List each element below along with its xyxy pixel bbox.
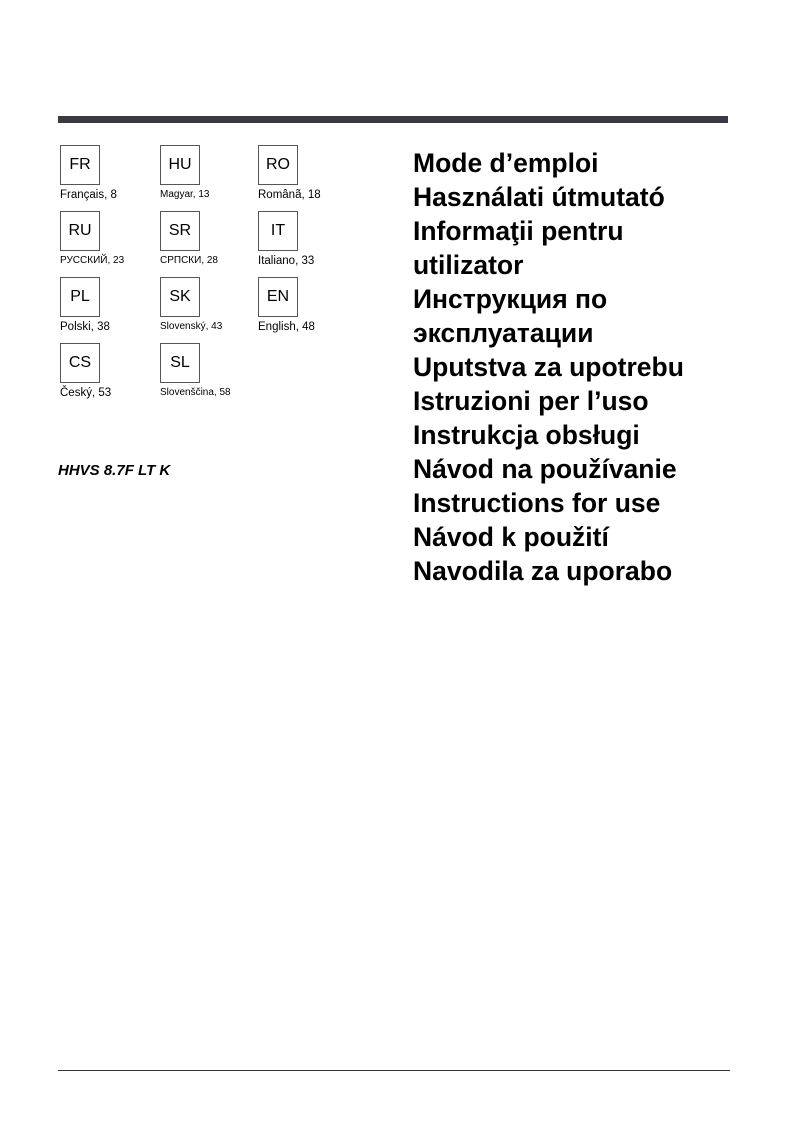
manual-title-line: эксплуатации — [413, 318, 594, 348]
manual-title-line: Instructions for use — [413, 488, 661, 518]
language-code-box: SL — [160, 343, 200, 383]
language-page-label: Český, 53 — [60, 387, 112, 399]
language-entry-en[interactable] — [258, 277, 368, 333]
language-code-box: IT — [258, 211, 298, 251]
manual-title-line: Informaţii pentru — [413, 216, 624, 246]
language-page-label: English, 48 — [258, 321, 315, 333]
language-page-label: Slovenščina, 58 — [160, 387, 231, 398]
language-code-box: FR — [60, 145, 100, 185]
language-entry-ro[interactable] — [258, 145, 368, 201]
language-code-box: RU — [60, 211, 100, 251]
language-entry-ru[interactable] — [60, 211, 170, 266]
language-page-label: Français, 8 — [60, 189, 117, 201]
language-page-label: Românã, 18 — [258, 189, 321, 201]
language-entry-sk[interactable] — [160, 277, 270, 332]
top-divider — [58, 116, 728, 123]
language-page-label: Slovenský, 43 — [160, 321, 223, 332]
language-code-box: HU — [160, 145, 200, 185]
model-number: HHVS 8.7F LT K — [58, 462, 171, 479]
language-code-box: EN — [258, 277, 298, 317]
manual-title-line: Návod na používanie — [413, 454, 677, 484]
manual-title-line: Инструкция по — [413, 284, 608, 314]
bottom-divider — [58, 1070, 730, 1071]
language-page-label: Polski, 38 — [60, 321, 110, 333]
manual-titles — [413, 146, 684, 588]
language-page-label: СРПСКИ, 28 — [160, 255, 218, 266]
language-code-box: CS — [60, 343, 100, 383]
language-entry-pl[interactable] — [60, 277, 170, 333]
manual-title-line: Návod k použití — [413, 522, 609, 552]
language-entry-cs[interactable] — [60, 343, 170, 399]
manual-title-line: Mode d’emploi — [413, 148, 599, 178]
language-code-box: SR — [160, 211, 200, 251]
language-code-box: RO — [258, 145, 298, 185]
language-page-label: РУССКИЙ, 23 — [60, 255, 125, 266]
language-entry-it[interactable] — [258, 211, 368, 267]
manual-title-line: Navodila za uporabo — [413, 556, 673, 586]
manual-title-line: Istruzioni per l’uso — [413, 386, 649, 416]
language-entry-fr[interactable] — [60, 145, 170, 201]
manual-title-line: utilizator — [413, 250, 524, 280]
language-entry-sl[interactable] — [160, 343, 270, 398]
manual-title-line: Uputstva za upotrebu — [413, 352, 684, 382]
language-entry-hu[interactable] — [160, 145, 270, 200]
language-code-box: SK — [160, 277, 200, 317]
language-page-label: Magyar, 13 — [160, 189, 210, 200]
manual-title-line: Használati útmutató — [413, 182, 665, 212]
language-page-label: Italiano, 33 — [258, 255, 315, 267]
language-code-box: PL — [60, 277, 100, 317]
language-entry-sr[interactable] — [160, 211, 270, 266]
manual-title-line: Instrukcja obsługi — [413, 420, 640, 450]
